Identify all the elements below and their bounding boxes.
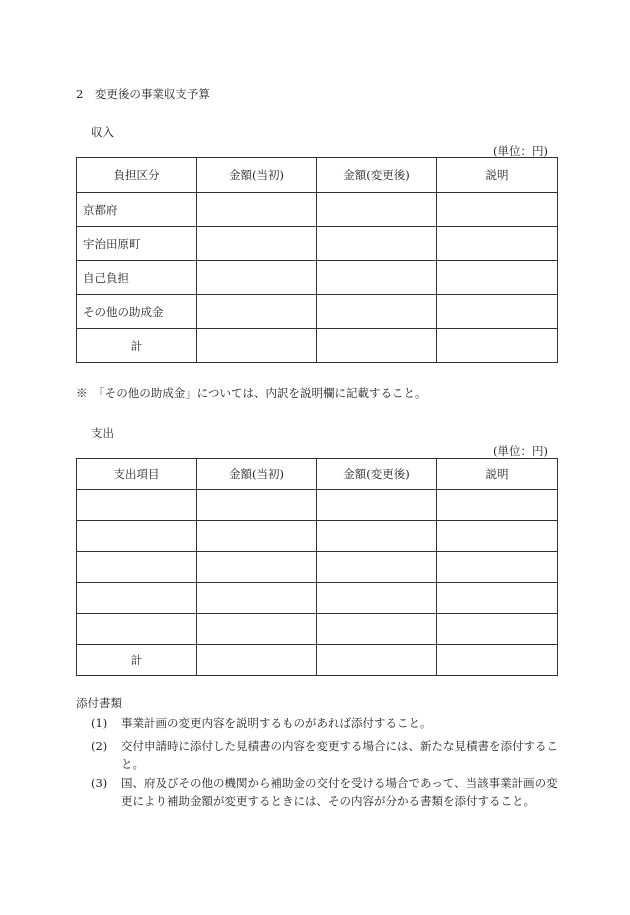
- table-cell: [317, 193, 437, 227]
- table-cell: [317, 227, 437, 261]
- table-row: [77, 261, 558, 295]
- table-cell: [197, 193, 317, 227]
- income-header-category: 負担区分: [77, 158, 197, 193]
- table-cell: [437, 552, 558, 583]
- table-cell: [317, 614, 437, 645]
- table-cell: [437, 261, 558, 295]
- income-header-original: 金額(当初): [197, 158, 317, 193]
- table-cell: [197, 295, 317, 329]
- table-cell: [437, 490, 558, 521]
- income-header-row: [77, 158, 558, 193]
- expense-total-row: [77, 645, 558, 676]
- income-header-description: 説明: [437, 158, 558, 193]
- table-cell: [77, 490, 197, 521]
- attachment-item: [91, 714, 561, 734]
- expense-total-label: 計: [77, 645, 197, 676]
- table-cell: [437, 295, 558, 329]
- table-row: [77, 193, 558, 227]
- attachment-item: [91, 737, 561, 775]
- table-cell: [317, 329, 437, 363]
- table-cell: [197, 490, 317, 521]
- table-cell: [437, 227, 558, 261]
- table-cell: [197, 521, 317, 552]
- expense-header-original: 金額(当初): [197, 459, 317, 490]
- attachment-number: (2): [91, 739, 108, 753]
- income-label: 収入: [91, 125, 114, 139]
- income-total-label: 計: [77, 329, 197, 363]
- attachment-text: 事業計画の変更内容を説明するものがあれば添付すること。: [121, 716, 432, 730]
- table-cell: [437, 521, 558, 552]
- table-cell: [317, 521, 437, 552]
- section-title: 2 変更後の事業収支予算: [76, 87, 210, 101]
- attachment-number: (3): [91, 776, 108, 790]
- income-row-label: その他の助成金: [77, 295, 197, 329]
- income-unit: (単位：円): [493, 144, 548, 158]
- attachments-title: 添付書類: [76, 696, 122, 710]
- income-row-label: 京都府: [77, 193, 197, 227]
- table-row: [77, 614, 558, 645]
- table-row: [77, 295, 558, 329]
- attachment-number: (1): [91, 716, 108, 730]
- expense-table: [76, 458, 558, 676]
- income-total-row: [77, 329, 558, 363]
- expense-header-item: 支出項目: [77, 459, 197, 490]
- table-cell: [317, 295, 437, 329]
- expense-unit: (単位：円): [493, 444, 548, 458]
- table-cell: [197, 329, 317, 363]
- income-header-changed: 金額(変更後): [317, 158, 437, 193]
- table-row: [77, 227, 558, 261]
- table-row: [77, 583, 558, 614]
- table-cell: [197, 261, 317, 295]
- table-cell: [317, 552, 437, 583]
- table-cell: [197, 227, 317, 261]
- expense-label: 支出: [91, 426, 114, 440]
- attachment-text: 国、府及びその他の機関から補助金の交付を受ける場合であって、当該事業計画の変更により補助金額が変更するときには、その内容が分かる書類を添付すること。: [121, 776, 558, 808]
- table-cell: [197, 583, 317, 614]
- table-row: [77, 552, 558, 583]
- income-row-label: 宇治田原町: [77, 227, 197, 261]
- table-cell: [197, 645, 317, 676]
- income-note: ※ 「その他の助成金」については、内訳を説明欄に記載すること。: [76, 386, 427, 400]
- table-cell: [317, 490, 437, 521]
- table-cell: [77, 583, 197, 614]
- table-cell: [197, 552, 317, 583]
- table-row: [77, 490, 558, 521]
- expense-header-changed: 金額(変更後): [317, 459, 437, 490]
- table-cell: [77, 614, 197, 645]
- expense-header-row: [77, 459, 558, 490]
- table-cell: [437, 193, 558, 227]
- attachment-item: [91, 774, 561, 830]
- attachment-text: 交付申請時に添付した見積書の内容を変更する場合には、新たな見積書を添付すること。: [121, 739, 558, 771]
- table-cell: [317, 583, 437, 614]
- table-row: [77, 521, 558, 552]
- table-cell: [317, 645, 437, 676]
- table-cell: [437, 583, 558, 614]
- table-cell: [437, 329, 558, 363]
- table-cell: [437, 614, 558, 645]
- income-row-label: 自己負担: [77, 261, 197, 295]
- table-cell: [437, 645, 558, 676]
- table-cell: [77, 521, 197, 552]
- table-cell: [317, 261, 437, 295]
- table-cell: [77, 552, 197, 583]
- expense-header-description: 説明: [437, 459, 558, 490]
- table-cell: [197, 614, 317, 645]
- income-table: [76, 157, 558, 363]
